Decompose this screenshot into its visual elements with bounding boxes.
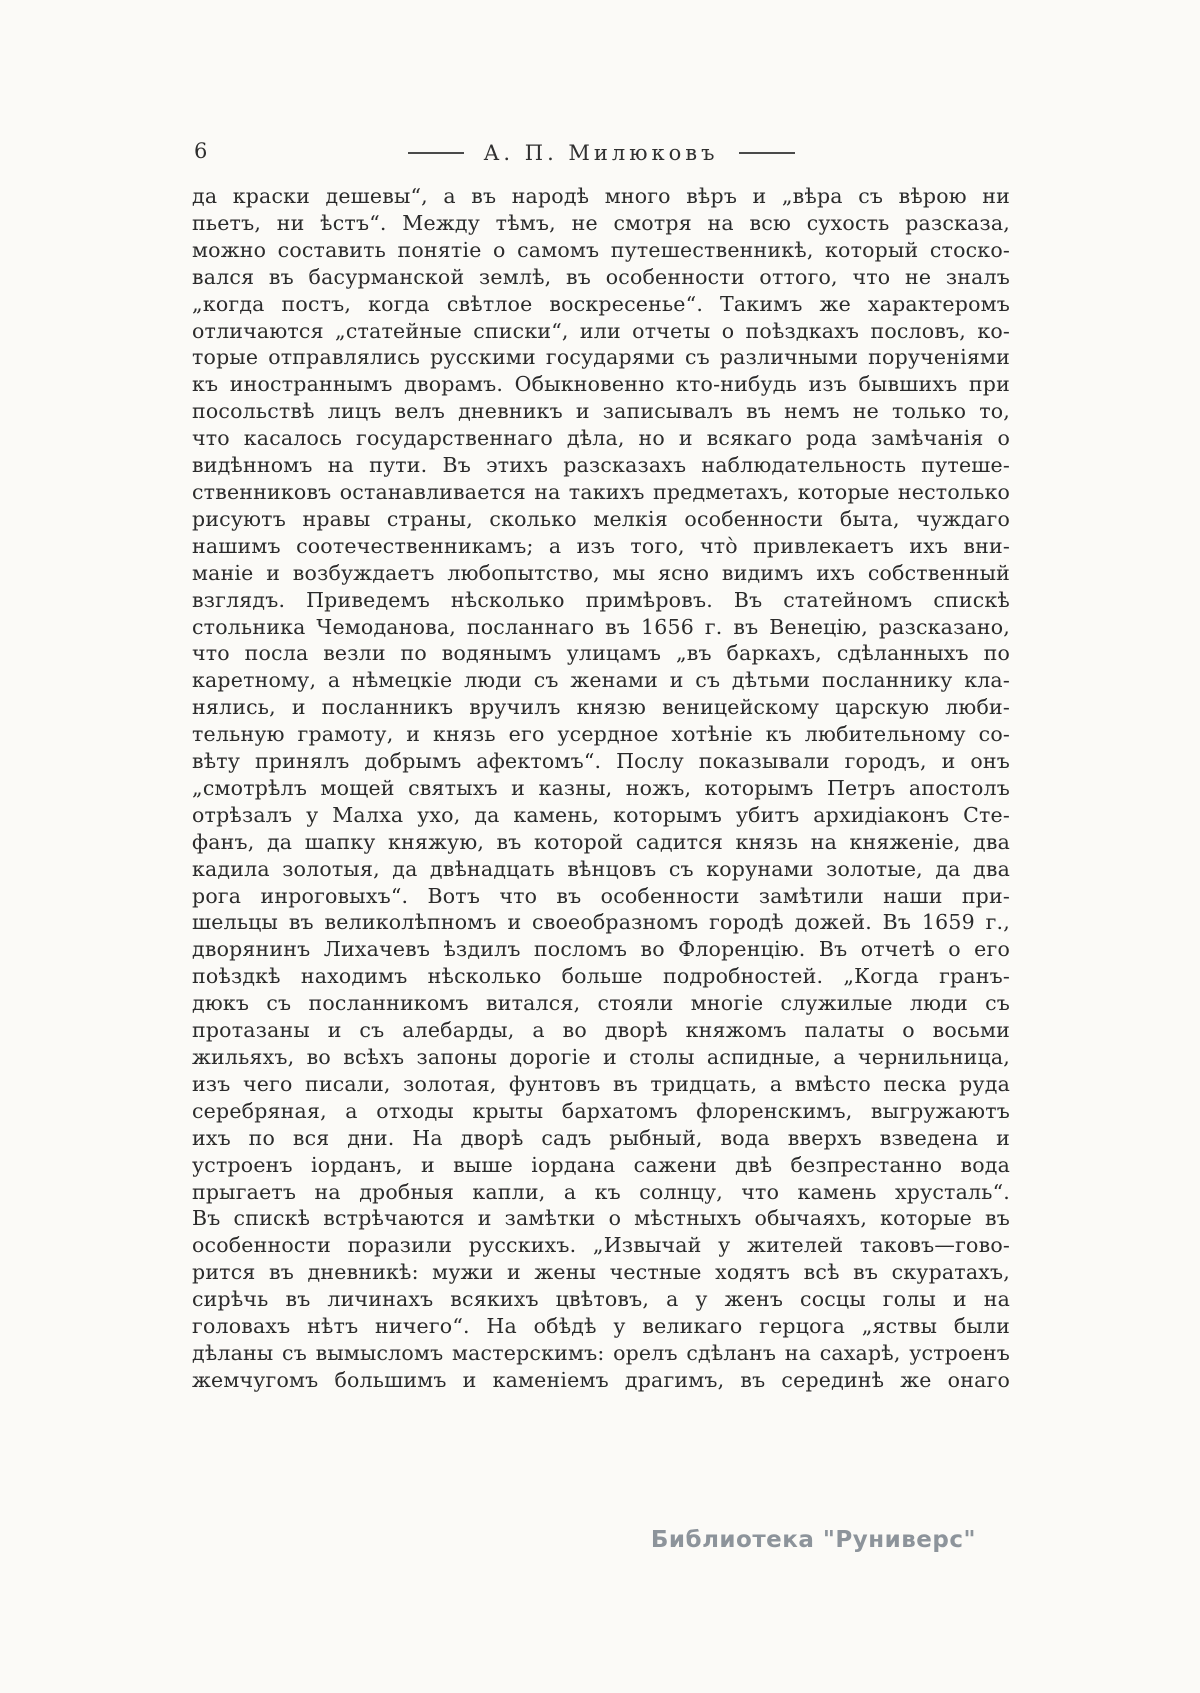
body-line: головахъ нѣтъ ничего“. На обѣдѣ у великаго герцога „яствы были (192, 1314, 1010, 1339)
running-title-text: А. П. Милюковъ (483, 141, 719, 165)
body-line: рога инроговыхъ“. Вотъ что въ особенности замѣтили наши при- (192, 883, 1010, 908)
body-line: взглядъ. Приведемъ нѣсколько примѣровъ. Въ статейномъ спискѣ (192, 587, 1010, 612)
body-line: дворянинъ Лихачевъ ѣздилъ посломъ во Флоренцію. Въ отчетѣ о его (192, 937, 1010, 962)
body-line: посольствѣ лицъ велъ дневникъ и записывалъ въ немъ не только то, (192, 399, 1010, 424)
body-line: отрѣзалъ у Малха ухо, да камень, которымъ убитъ архидіаконъ Сте- (192, 802, 1010, 827)
body-line: дѣланы съ вымысломъ мастерскимъ: орелъ сдѣланъ на сахарѣ, устроенъ (192, 1340, 1010, 1365)
body-line: рисуютъ нравы страны, сколько мелкія особенности быта, чуждаго (192, 506, 1010, 531)
body-line: кадила золотыя, да двѣнадцать вѣнцовъ съ корунами золотые, да два (192, 856, 1010, 881)
body-line: можно составить понятіе о самомъ путешественникѣ, который стоско- (192, 237, 1010, 262)
body-line: что посла везли по водянымъ улицамъ „въ баркахъ, сдѣланныхъ по (192, 641, 1010, 666)
body-line: вѣту принялъ добрымъ афектомъ“. Послу показывали городъ, и онъ (192, 749, 1010, 774)
body-line: маніе и возбуждаетъ любопытство, мы ясно видимъ ихъ собственный (192, 560, 1010, 585)
body-line: жильяхъ, во всѣхъ запоны дорогіе и столы аспидные, а чернильница, (192, 1045, 1010, 1069)
watermark: Библиотека "Руниверс" (650, 1527, 976, 1553)
body-line: изъ чего писали, золотая, фунтовъ въ тридцать, а вмѣсто песка руда (192, 1071, 1010, 1096)
body-line: ственниковъ останавливается на такихъ предметахъ, которые нестолько (192, 479, 1010, 504)
body-line: пьетъ, ни ѣстъ“. Между тѣмъ, не смотря на всю сухость разсказа, (192, 210, 1010, 235)
body-line: видѣнномъ на пути. Въ этихъ разсказахъ наблюдательность путеше- (192, 453, 1010, 478)
body-line: протазаны и съ алебарды, а во дворѣ княжомъ палаты о восьми (192, 1018, 1010, 1043)
body-text (192, 183, 1010, 1394)
body-line: что касалось государственнаго дѣла, но и всякаго рода замѣчанія о (192, 426, 1010, 451)
body-line: стольника Чемоданова, посланнаго въ 1656 г. въ Венецію, разсказано, (192, 614, 1010, 639)
body-line: серебряная, а отходы крыты бархатомъ флоренскимъ, выгружаютъ (192, 1098, 1010, 1123)
body-line: нашимъ соотечественникамъ; а изъ того, что̀ привлекаетъ ихъ вни- (192, 533, 1010, 558)
body-line: „когда постъ, когда свѣтлое воскресенье“. Такимъ же характеромъ (192, 291, 1010, 316)
body-line: рится въ дневникѣ: мужи и жены честные ходятъ всѣ въ скуратахъ, (192, 1260, 1010, 1285)
body-line: торые отправлялись русскими государями съ различными порученіями (192, 345, 1010, 370)
body-line: устроенъ іорданъ, и выше іордана сажени двѣ безпрестанно вода (192, 1152, 1010, 1177)
running-title (408, 141, 795, 165)
header-rule-left (408, 152, 464, 154)
body-line: да краски дешевы“, а въ народѣ много вѣръ и „вѣра съ вѣрою ни (192, 184, 1010, 208)
page-number: 6 (194, 139, 208, 163)
body-line: нялись, и посланникъ вручилъ князю веницейскому царскую люби- (192, 695, 1010, 720)
body-line: фанъ, да шапку княжую, въ которой садится князь на княженіе, два (192, 829, 1010, 854)
body-line: тельную грамоту, и князь его усердное хотѣніе къ любительному со- (192, 722, 1010, 747)
body-line: каретному, а нѣмецкіе люди съ женами и съ дѣтьми посланнику кла- (192, 668, 1010, 693)
body-line: поѣздкѣ находимъ нѣсколько больше подробностей. „Когда гранъ- (192, 964, 1010, 989)
body-line: сирѣчь въ личинахъ всякихъ цвѣтовъ, а у женъ сосцы голы и на (192, 1287, 1010, 1312)
body-line: отличаются „статейные списки“, или отчеты о поѣздкахъ пословъ, ко- (192, 318, 1010, 343)
body-line: шельцы въ великолѣпномъ и своеобразномъ городѣ дожей. Въ 1659 г., (192, 910, 1010, 935)
body-line: ихъ по вся дни. На дворѣ садъ рыбный, вода вверхъ взведена и (192, 1125, 1010, 1150)
page-header (192, 138, 1010, 168)
body-line: „смотрѣлъ мощей святыхъ и казны, ножъ, которымъ Петръ апостолъ (192, 775, 1010, 800)
body-line: прыгаетъ на дробныя капли, а къ солнцу, что камень хрусталь“. (192, 1179, 1010, 1204)
body-line: жемчугомъ большимъ и каменіемъ драгимъ, въ серединѣ же онаго (192, 1367, 1010, 1392)
body-line: Въ спискѣ встрѣчаются и замѣтки о мѣстныхъ обычаяхъ, которые въ (192, 1206, 1010, 1231)
body-line: вался въ басурманской землѣ, въ особенности оттого, что не зналъ (192, 264, 1010, 289)
body-line: особенности поразили русскихъ. „Извычай у жителей таковъ—гово- (192, 1233, 1010, 1258)
header-rule-right (739, 152, 795, 154)
body-line: дюкъ съ посланникомъ витался, стояли многіе служилые люди съ (192, 991, 1010, 1016)
body-line: къ иностраннымъ дворамъ. Обыкновенно кто-нибудь изъ бывшихъ при (192, 372, 1010, 397)
